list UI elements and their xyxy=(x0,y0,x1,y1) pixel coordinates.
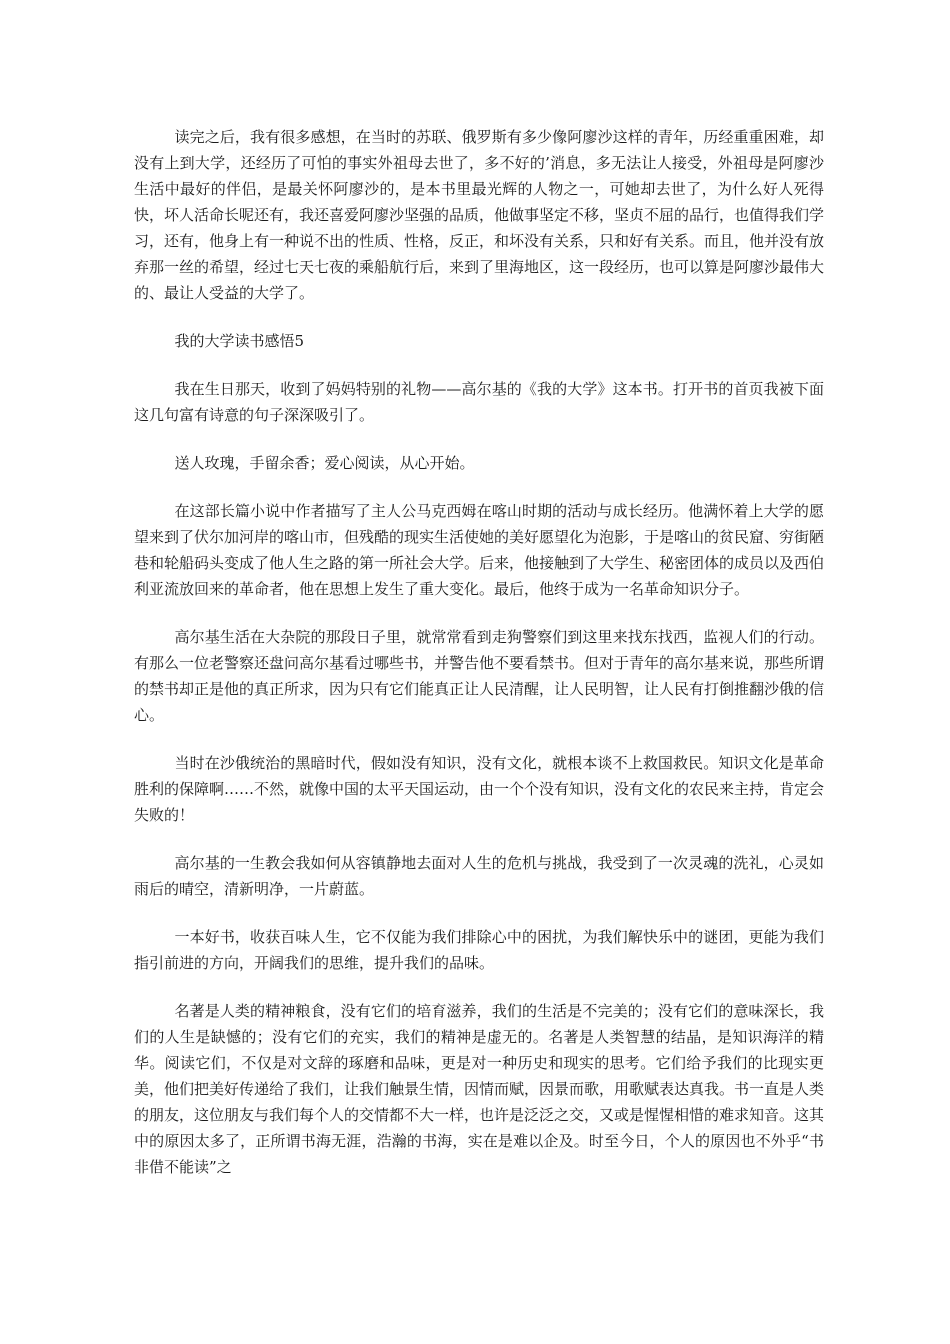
section-heading: 我的大学读书感悟5 xyxy=(174,332,305,350)
paragraph-9: 名著是人类的精神粮食，没有它们的培育滋养，我们的生活是不完美的；没有它们的意味深长，我们的人生是缺憾的；没有它们的充实，我们的精神是虚无的。名著是人类智慧的结晶，是知识海洋的精华。阅读它们，不仅是对文辞的琢磨和品味，更是对一种历史和现实的思考。它们给予我们的比现实更美，他们把美好传递给了我们，让我们触景生情，因情而赋，因景而歌，用歌赋表达真我。书一直是人类的朋友，这位朋友与我们每个人的交情都不大一样，也许是泛泛之交，又或是惺惺相惜的难求知音。这其中的原因太多了，正所谓书海无涯，浩瀚的书海，实在是难以企及。时至今日，个人的原因也不外乎“书非借不能读”之 xyxy=(134,1002,825,1176)
document-page xyxy=(134,124,824,1202)
paragraph-5: 高尔基生活在大杂院的那段日子里，就常常看到走狗警察们到这里来找东找西，监视人们的行动。有那么一位老警察还盘问高尔基看过哪些书，并警告他不要看禁书。但对于青年的高尔基来说，那些所谓的禁书却正是他的真正所求，因为只有它们能真正让人民清醒，让人民明智，让人民有打倒推翻沙俄的信心。 xyxy=(134,628,825,724)
paragraph-6: 当时在沙俄统治的黑暗时代，假如没有知识，没有文化，就根本谈不上救国救民。知识文化是革命胜利的保障啊……不然，就像中国的太平天国运动，由一个个没有知识，没有文化的农民来主持，肯定会失败的！ xyxy=(134,754,825,824)
paragraph-4: 在这部长篇小说中作者描写了主人公马克西姆在喀山时期的活动与成长经历。他满怀着上大学的愿望来到了伏尔加河岸的喀山市，但残酷的现实生活使她的美好愿望化为泡影，于是喀山的贫民窟、穷街陋巷和轮船码头变成了他人生之路的第一所社会大学。后来，他接触到了大学生、秘密团体的成员以及西伯利亚流放回来的革命者，他在思想上发生了重大变化。最后，他终于成为一名革命知识分子。 xyxy=(134,502,825,598)
paragraph-8: 一本好书，收获百味人生，它不仅能为我们排除心中的困扰，为我们解快乐中的谜团，更能为我们指引前进的方向，开阔我们的思维，提升我们的品味。 xyxy=(134,928,824,972)
paragraph-2: 我在生日那天，收到了妈妈特别的礼物——高尔基的《我的大学》这本书。打开书的首页我被下面这几句富有诗意的句子深深吸引了。 xyxy=(134,380,824,424)
paragraph-7: 高尔基的一生教会我如何从容镇静地去面对人生的危机与挑战，我受到了一次灵魂的洗礼，心灵如雨后的晴空，清新明净，一片蔚蓝。 xyxy=(134,854,824,898)
paragraph-1: 读完之后，我有很多感想，在当时的苏联、俄罗斯有多少像阿廖沙这样的青年，历经重重困难，却没有上到大学，还经历了可怕的事实外祖母去世了，多不好的’消息，多无法让人接受，外祖母是阿廖沙生活中最好的伴侣，是最关怀阿廖沙的，是本书里最光辉的人物之一，可她却去世了，为什么好人死得快，坏人活命长呢还有，我还喜爱阿廖沙坚强的品质，他做事坚定不移，坚贞不屈的品行，也值得我们学习，还有，他身上有一种说不出的性质、性格，反正，和坏没有关系，只和好有关系。而且，他并没有放弃那一丝的希望，经过七天七夜的乘船航行后，来到了里海地区，这一段经历，也可以算是阿廖沙最伟大的、最让人受益的大学了。 xyxy=(134,128,825,302)
paragraph-3: 送人玫瑰，手留余香；爱心阅读，从心开始。 xyxy=(174,454,475,472)
